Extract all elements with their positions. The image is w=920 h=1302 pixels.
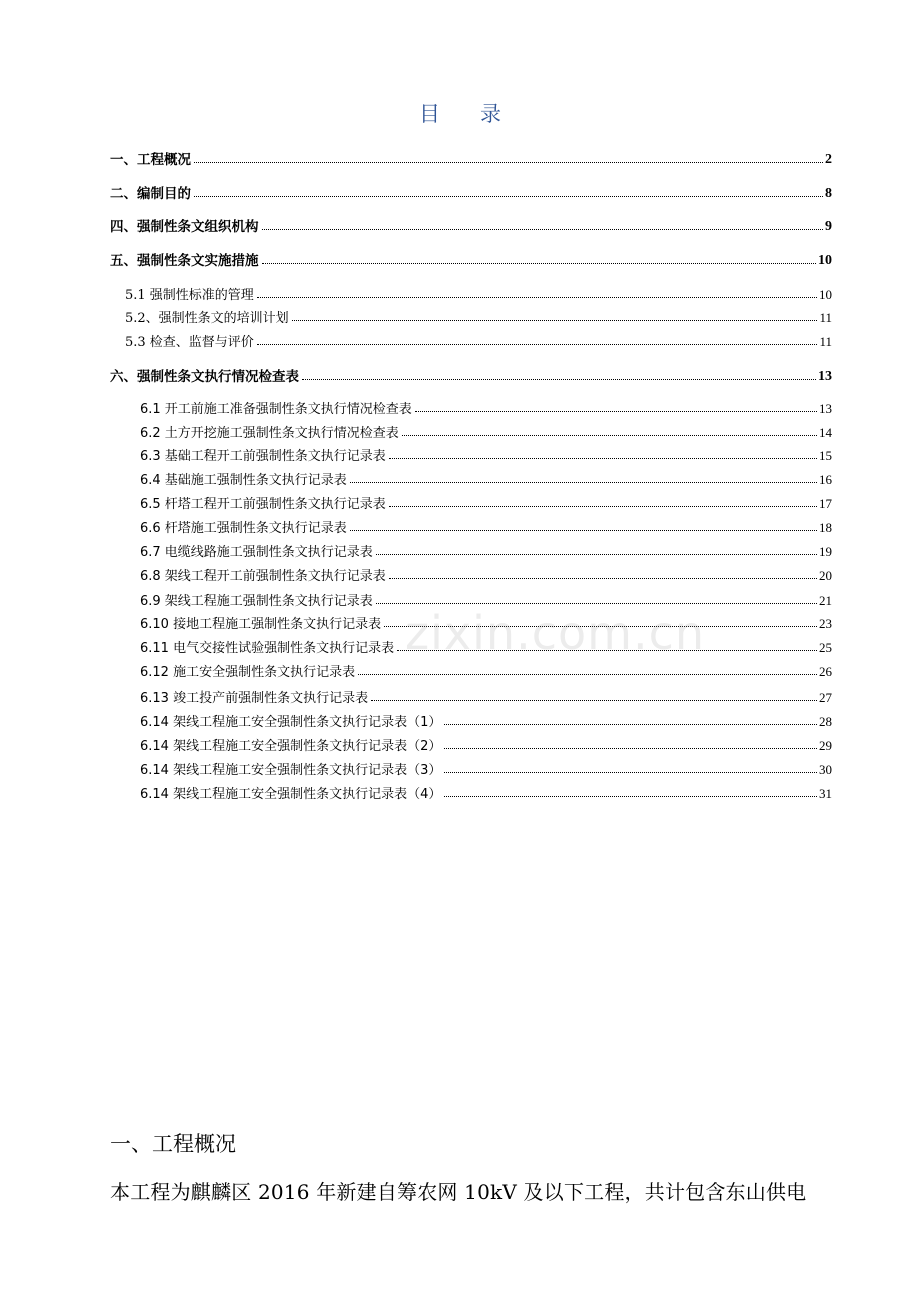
toc-dot-leader <box>194 162 823 163</box>
toc-entry[interactable] <box>140 782 832 802</box>
toc-entry-text: 6.9 架线工程施工强制性条文执行记录表 <box>140 594 373 609</box>
toc-dot-leader <box>389 506 817 507</box>
toc-dot-leader <box>444 772 817 773</box>
toc-page-number: 10 <box>819 287 832 302</box>
toc-entry-text: 一、工程概况 <box>110 152 191 168</box>
toc-dot-leader <box>262 263 817 264</box>
toc-dot-leader <box>376 554 817 555</box>
toc-page-number: 13 <box>819 401 832 416</box>
toc-entry[interactable] <box>110 215 832 235</box>
toc-entry-text: 6.1 开工前施工准备强制性条文执行情况检查表 <box>140 402 412 417</box>
toc-dot-leader <box>444 748 817 749</box>
toc-entry-text: 6.3 基础工程开工前强制性条文执行记录表 <box>140 449 386 464</box>
toc-entry[interactable] <box>140 660 832 680</box>
toc-entry[interactable] <box>140 686 832 706</box>
toc-entry-text: 5.1 强制性标准的管理 <box>125 288 254 303</box>
toc-entry-text: 6.5 杆塔工程开工前强制性条文执行记录表 <box>140 497 386 512</box>
toc-entry-text: 6.4 基础施工强制性条文执行记录表 <box>140 473 347 488</box>
toc-dot-leader <box>350 482 817 483</box>
toc-page-number: 8 <box>825 186 832 201</box>
toc-entry[interactable] <box>140 734 832 754</box>
toc-entry[interactable] <box>125 283 832 303</box>
toc-title-part-2: 录 <box>480 102 501 126</box>
toc-dot-leader <box>257 344 818 345</box>
toc-page-number: 19 <box>819 544 832 559</box>
toc-page-number: 31 <box>819 786 832 801</box>
toc-page-number: 16 <box>819 472 832 487</box>
toc-dot-leader <box>292 320 818 321</box>
toc-dot-leader <box>389 458 817 459</box>
body-paragraph: 本工程为麒麟区 2016 年新建自筹农网 10kV 及以下工程，共计包含东山供电 <box>110 1180 807 1204</box>
toc-dot-leader <box>194 196 823 197</box>
toc-page-number: 13 <box>818 369 832 384</box>
toc-entry-text: 5.3 检查、监督与评价 <box>125 335 254 350</box>
toc-entry[interactable] <box>140 516 832 536</box>
toc-entry[interactable] <box>140 636 832 656</box>
toc-dot-leader <box>415 411 817 412</box>
toc-entry-text: 6.6 杆塔施工强制性条文执行记录表 <box>140 521 347 536</box>
toc-page-number: 11 <box>819 334 832 349</box>
toc-entry[interactable] <box>140 492 832 512</box>
toc-dot-leader <box>371 700 817 701</box>
toc-entry[interactable] <box>140 710 832 730</box>
toc-entry-text: 6.14 架线工程施工安全强制性条文执行记录表（3） <box>140 763 442 778</box>
toc-entry-text: 6.14 架线工程施工安全强制性条文执行记录表（4） <box>140 787 442 802</box>
toc-entry-text: 6.14 架线工程施工安全强制性条文执行记录表（2） <box>140 739 442 754</box>
toc-page-number: 17 <box>819 496 832 511</box>
toc-entry[interactable] <box>110 182 832 202</box>
toc-entry[interactable] <box>140 564 832 584</box>
toc-dot-leader <box>402 435 817 436</box>
toc-entry-text: 6.11 电气交接性试验强制性条文执行记录表 <box>140 641 395 656</box>
toc-dot-leader <box>350 530 817 531</box>
toc-dot-leader <box>262 229 824 230</box>
toc-page-number: 25 <box>819 640 832 655</box>
toc-dot-leader <box>444 796 817 797</box>
toc-entry[interactable] <box>140 758 832 778</box>
toc-entry-text: 6.12 施工安全强制性条文执行记录表 <box>140 665 356 680</box>
toc-entry-text: 6.10 接地工程施工强制性条文执行记录表 <box>140 617 382 632</box>
toc-dot-leader <box>389 578 817 579</box>
toc-page-number: 27 <box>819 690 832 705</box>
toc-entry-text: 5.2、强制性条文的培训计划 <box>125 311 289 326</box>
toc-page-number: 28 <box>819 714 832 729</box>
toc-dot-leader <box>384 626 817 627</box>
toc-entry-text: 6.7 电缆线路施工强制性条文执行记录表 <box>140 545 373 560</box>
toc-entry[interactable] <box>125 306 832 326</box>
toc-dot-leader <box>358 674 817 675</box>
toc-page-number: 14 <box>819 425 832 440</box>
toc-entry[interactable] <box>140 444 832 464</box>
toc-entry-text: 6.8 架线工程开工前强制性条文执行记录表 <box>140 569 386 584</box>
toc-entry-text: 6.14 架线工程施工安全强制性条文执行记录表（1） <box>140 715 442 730</box>
toc-entry[interactable] <box>140 540 832 560</box>
toc-title-part-1: 目 <box>419 102 440 126</box>
toc-entry[interactable] <box>110 249 832 269</box>
toc-entry[interactable] <box>125 330 832 350</box>
toc-entry-text: 五、强制性条文实施措施 <box>110 253 259 269</box>
toc-page-number: 29 <box>819 738 832 753</box>
toc-page-number: 15 <box>819 448 832 463</box>
toc-page-number: 9 <box>825 219 832 234</box>
toc-entry[interactable] <box>140 468 832 488</box>
toc-entry[interactable] <box>140 421 832 441</box>
toc-entry-text: 6.13 竣工投产前强制性条文执行记录表 <box>140 691 369 706</box>
toc-dot-leader <box>376 603 817 604</box>
toc-entry-text: 6.2 土方开挖施工强制性条文执行情况检查表 <box>140 426 399 441</box>
toc-dot-leader <box>444 724 817 725</box>
toc-title <box>0 98 920 128</box>
toc-page-number: 26 <box>819 664 832 679</box>
toc-entry-text: 四、强制性条文组织机构 <box>110 219 259 235</box>
toc-entry[interactable] <box>110 365 832 385</box>
toc-page-number: 10 <box>818 253 832 268</box>
toc-page-number: 20 <box>819 568 832 583</box>
toc-page-number: 23 <box>819 616 832 631</box>
toc-entry-text: 二、编制目的 <box>110 186 191 202</box>
toc-page-number: 18 <box>819 520 832 535</box>
toc-entry[interactable] <box>140 612 832 632</box>
section-heading: 一、工程概况 <box>110 1132 236 1156</box>
toc-entry[interactable] <box>110 148 832 168</box>
toc-dot-leader <box>302 379 816 380</box>
toc-page-number: 21 <box>819 593 832 608</box>
toc-entry-text: 六、强制性条文执行情况检查表 <box>110 369 299 385</box>
toc-page-number: 11 <box>819 310 832 325</box>
watermark: zixin.com.cn <box>405 606 706 660</box>
toc-dot-leader <box>397 650 817 651</box>
toc-page-number: 2 <box>825 152 832 167</box>
toc-entry[interactable] <box>140 589 832 609</box>
toc-page-number: 30 <box>819 762 832 777</box>
toc-entry[interactable] <box>140 397 832 417</box>
toc-dot-leader <box>257 297 817 298</box>
